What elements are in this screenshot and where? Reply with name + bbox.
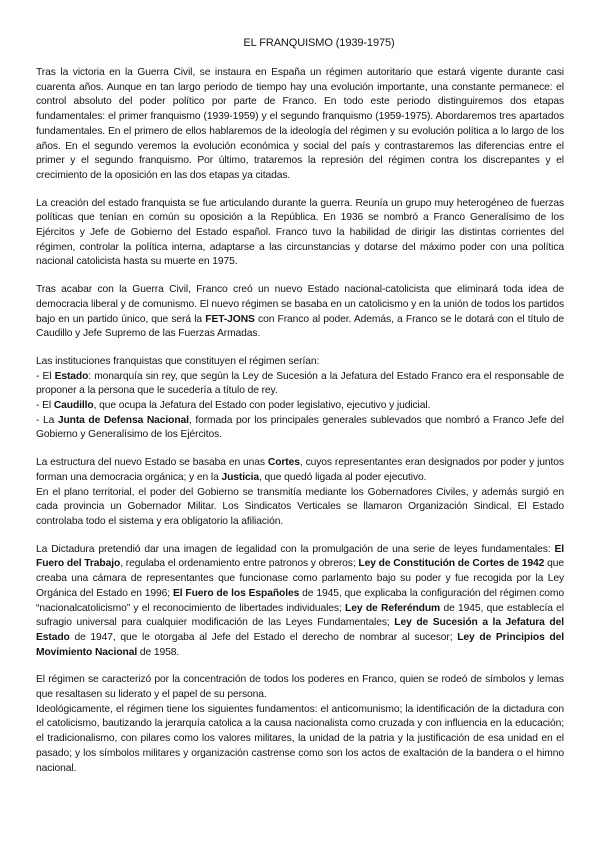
bold-term: Ley de Constitución de Cortes de 1942 [358, 558, 545, 570]
bold-term: Justicia [221, 471, 260, 483]
institutions-intro: Las instituciones franquistas que constituyen el régimen serían: [36, 355, 320, 367]
bold-term: Ley de Sucesión a la Jefatura del Estado [36, 617, 564, 643]
bold-term: El Fuero del Trabajo [36, 543, 564, 570]
paragraph-concentration: El régimen se caracterizó por la concentración de todos los poderes en Franco, quien se rodeó de símbolos y lemas que resaltasen su liderato y el papel de su persona. [36, 674, 564, 701]
list-item: - La Junta de Defensa Nacional, formada por los principales generales sublevados que nombró a Franco Jefe del Gobierno y Generalísimo de los Ejércitos. [36, 414, 564, 441]
bold-term: Estado [54, 370, 89, 382]
list-item: - El Estado: monarquía sin rey, que según la Ley de Sucesión a la Jefatura del Estado Franco era el responsable de proponer a la persona que le sucedería a título de rey. [36, 370, 564, 397]
paragraph-laws: La Dictadura pretendió dar una imagen de legalidad con la promulgación de una serie de leyes fundamentales: El Fuero del Trabajo, regulaba el ordenamiento entre patronos y obreros; Ley de Constitución de Cortes de 1942 que creaba una cámara de representantes que funcionase como parlamento bajo su poder y fue recogida por la Ley Orgánica del Estado en 1996; El Fuero de los Españoles de 1945, que explicaba la configuración del régimen como “nacionalcatolicismo” y el reconocimiento de libertades individuales; Ley de Referéndum de 1945, que establecía el sufragio universal para cualquier modificación de las Leyes Fundamentales; Ley de Sucesión a la Jefatura del Estado de 1947, que le otorgaba al Jefe del Estado el derecho de nombrar al sucesor; Ley de Principios del Movimiento Nacional de 1958. [36, 543, 564, 658]
bold-term: FET-JONS [205, 313, 255, 325]
paragraph-structure: La estructura del nuevo Estado se basaba en unas Cortes, cuyos representantes eran designados por poder y juntos forman una democracia orgánica; y en la Justicia, que quedó ligada al poder ejecutivo. [36, 457, 564, 483]
bold-term: Ley de Referéndum [345, 602, 441, 614]
page-title: EL FRANQUISMO (1939-1975) [243, 37, 395, 49]
paragraph-ideology: Ideológicamente, el régimen tiene los siguientes fundamentos: el anticomunismo; la identificación de la dictadura con el catolicismo, bautizando la jerarquía catolica a la causa nacionalista como cruzada y con influencia en la educación; el tradicionalismo, con pilares como los valores militares, la unidad de la patria y la justificación de esa unidad en el pasado; y los símbolos militares y organización castrense como son los actos de exaltación de la bandera o el himno nacional. [36, 703, 564, 774]
list-item: - El Caudillo, que ocupa la Jefatura del Estado con poder legislativo, ejecutivo y judicial. [36, 400, 431, 412]
paragraph-creation: La creación del estado franquista se fue articulando durante la guerra. Reunía un grupo muy heterogéneo de fuerzas políticas que tenían en común su oposición a la República. En 1936 se nombró a Franco Generalísimo de los Ejércitos y Jefe de Gobierno del Estado español. Franco tuvo la habilidad de dirigir las distintas corrientes del régimen, controlar la política interna, adaptarse a las circunstancias y dotarse del máximo poder con una política nacional catolicista hasta su muerte en 1975. [36, 197, 564, 268]
paragraph-intro: Tras la victoria en la Guerra Civil, se instaura en España un régimen autoritario que estará vigente durante casi cuarenta años. Aunque en tan largo periodo de tiempo hay una evolución importante, una constante permanece: el control absoluto del poder político por parte de Franco. En todo este periodo distinguiremos dos etapas fundamentales: el primer franquismo (1939-1959) y el segundo franquismo (1959-1975). Abordaremos tres apartados fundamentales. En el primero de ellos hablaremos de la ideología del régimen y su evolución política a lo largo de los años. En el segundo veremos la evolución económica y social del país y contrastaremos las diferencias entre el primer y el segundo franquismo. Por último, trataremos la represión del régimen contra los discrepantes y el crecimiento de la oposición en las dos etapas ya citadas. [36, 67, 564, 181]
paragraph-new-state: Tras acabar con la Guerra Civil, Franco creó un nuevo Estado nacional-catolicista que eliminará toda idea de democracia liberal y de comunismo. El nuevo régimen se basaba en un catolicismo y en la unión de todos los partidos bajo en un partido único, que será la FET-JONS con Franco al poder. Además, a Franco se le dotará con el título de Caudillo y Jefe Supremo de las Fuerzas Armadas. [36, 284, 564, 340]
bold-term: Caudillo [53, 400, 94, 412]
bold-term: Ley de Principios del Movimiento Nacional [36, 631, 564, 658]
bold-term: Cortes [267, 457, 300, 469]
paragraph-territorial: En el plano territorial, el poder del Gobierno se transmitía mediante los Gobernadores Civiles, y además surgió en cada provincia un Gobernador Militar. Los Sindicatos Verticales se llamaron Organización Sindical. El Estado controlaba todo el sistema y era obligatorio la afiliación. [36, 486, 564, 527]
bold-term: El Fuero de los Españoles [172, 587, 300, 599]
bold-term: Junta de Defensa Nacional [57, 414, 189, 426]
